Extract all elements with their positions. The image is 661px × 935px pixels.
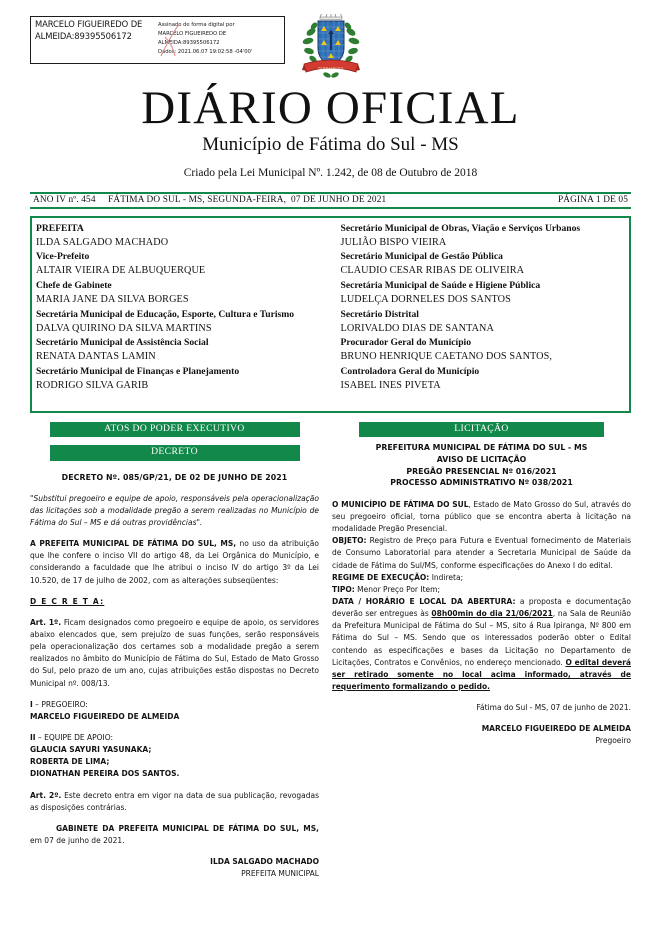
column-divider [319, 422, 332, 890]
signature-holder-name: MARCELO FIGUEIREDO DE ALMEIDA:89395506172 [35, 19, 143, 41]
data-text-2: , na Sala de Reunião da Prefeitura Municipal de Fátima do Sul – MS, sito á Rua Ipiranga, Nº 800 em Fátima do Sul – MS. Sendo que os interessados poderão obter o Edital contendo as especificações e bases da Licitação no Departamento de Licitações, Contratos e Convênios, no endereço mencionado. [332, 609, 631, 667]
official-name: LUDELÇA DORNELES DOS SANTOS [340, 293, 511, 305]
page-subtitle: Município de Fátima do Sul - MS [202, 133, 459, 155]
decree-preamble [30, 538, 319, 587]
decree-ementa: "Substitui pregoeiro e equipe de apoio, responsáveis pela operacionalização das licitações sob a modalidade pregão a serem realizadas no Município de Fátima do Sul – MS e dá outras providências". [30, 493, 319, 527]
signature-detail-line-4: Dados: 2021.06.07 19:02:58 -04'00' [158, 49, 253, 56]
official-name: MARIA JANE DA SILVA BORGES [36, 293, 189, 305]
decree-signer-title: PREFEITA MUNICIPAL [241, 869, 319, 879]
tipo-text: Menor Preço Por Item; [354, 584, 440, 594]
licitacao-heading [332, 442, 631, 489]
official-name: DALVA QUIRINO DA SILVA MARTINS [36, 322, 212, 334]
item-equipe-label: II – EQUIPE DE APOIO: [30, 732, 114, 742]
licitacao-data-local [332, 596, 631, 693]
data-text-1: a proposta e documentação deverão ser entregues às [332, 597, 631, 619]
licitacao-signer-name: MARCELO FIGUEIREDO DE ALMEIDA [481, 724, 631, 734]
preamble-bold: A PREFEITA MUNICIPAL DE FÁTIMA DO SUL, MS, [30, 539, 237, 549]
art2-label: Art. 2º. [30, 790, 62, 800]
page-title: DIÁRIO OFICIAL [141, 82, 520, 134]
edital-underlined: O edital deverá ser retirado somente no local acima informado, através de requerimento formalizando o pedido. [332, 657, 631, 692]
official-role: Controladora Geral do Município [340, 366, 480, 378]
licitacao-place-date: Fátima do Sul - MS, 07 de junho de 2021. [476, 703, 631, 713]
official-name: RODRIGO SILVA GARIB [36, 379, 149, 391]
official-name: ISABEL INES PIVETA [340, 379, 441, 391]
licitacao-signer-title: Pregoeiro [595, 736, 631, 746]
equipe-name: DIONATHAN PEREIRA DOS SANTOS. [30, 769, 180, 779]
official-name: ALTAIR VIEIRA DE ALBUQUERQUE [36, 265, 206, 277]
equipe-names [30, 744, 319, 780]
column-atos-executivo [30, 422, 319, 890]
official-role: Secretária Municipal de Saúde e Higiene Pública [340, 279, 541, 291]
official-name: CLAUDIO CESAR RIBAS DE OLIVEIRA [340, 265, 525, 277]
signature-detail-line-3: ALMEIDA:89395506172 [158, 40, 220, 47]
data-label: DATA / HORÁRIO E LOCAL DA ABERTURA: [332, 597, 516, 607]
objeto-label: OBJETO: [332, 536, 367, 546]
decree-article-1 [30, 617, 319, 690]
official-role: Secretário Municipal de Assistência Social [36, 337, 209, 349]
licitacao-tipo [332, 584, 631, 596]
decree-signer-name: ILDA SALGADO MACHADO [210, 857, 319, 867]
section-header-decreto: DECRETO [50, 445, 300, 461]
official-role: PREFEITA [36, 222, 84, 234]
objeto-text: Registro de Preço para Futura e Eventual fornecimento de Materiais de Consumo Laboratorial para atender a Secretaria Municipal de Saúde da cidade de Fátima do Sul/MS, conforme especificações do Anexo I do edital. [332, 536, 631, 570]
preamble-rest: no uso da atribuição que lhe confere o inciso VII do artigo 48, da Lei Orgânica do Município, e considerando a faculdade que lhe atribui o inciso IV do artigo 3º da Lei 10.520, de 17 de julho de 2002, com as alterações subseqüentes: [30, 539, 319, 585]
equipe-name: ROBERTA DE LIMA; [30, 757, 110, 767]
officials-column-left [36, 222, 331, 406]
regime-text: Indireta; [429, 572, 464, 582]
official-role: Secretário Municipal de Finanças e Planejamento [36, 366, 240, 378]
official-role: Vice-Prefeito [36, 251, 90, 263]
item-pregoeiro-name: MARCELO FIGUEIREDO DE ALMEIDA [30, 711, 180, 721]
content-columns [30, 422, 631, 890]
signature-detail-line-1: Assinado de forma digital por [158, 22, 235, 28]
official-role: Chefe de Gabinete [36, 279, 112, 291]
art1-label: Art. 1º. [30, 617, 62, 627]
official-name: RENATA DANTAS LAMIN [36, 351, 156, 363]
official-role: Secretária Municipal de Educação, Esporte, Cultura e Turismo [36, 308, 295, 320]
licitacao-objeto [332, 535, 631, 571]
official-name: LORIVALDO DIAS DE SANTANA [340, 322, 494, 334]
regime-label: REGIME DE EXECUÇÃO: [332, 572, 430, 582]
official-name: BRUNO HENRIQUE CAETANO DOS SANTOS, [340, 351, 553, 363]
decree-gabinete [30, 823, 319, 847]
official-role: Procurador Geral do Município [340, 337, 471, 349]
column-licitacao [332, 422, 631, 890]
decree-article-2 [30, 790, 319, 814]
equipe-name: GLAUCIA SAYURI YASUNAKA; [30, 745, 152, 755]
municipal-coat-of-arms-icon [300, 14, 362, 82]
licitacao-head-line-2: AVISO DE LICITAÇÃO [436, 454, 527, 464]
licitacao-intro [332, 499, 631, 535]
official-name: ILDA SALGADO MACHADO [36, 236, 169, 248]
page-number: PÁGINA 1 DE 05 [557, 195, 628, 206]
intro-rest: , Estado de Mato Grosso do Sul, através do seu pregoeiro oficial, torna público que se encontra aberta à licitação na modalidade Pregão Presencial. [332, 499, 632, 534]
art2-text: Este decreto entra em vigor na data de sua publicação, revogadas as disposições contrárias. [30, 790, 319, 812]
official-name: JULIÃO BISPO VIEIRA [340, 236, 447, 248]
decree-title: DECRETO Nº. 085/GP/21, DE 02 DE JUNHO DE 2021 [61, 472, 288, 482]
decree-body [30, 493, 319, 881]
official-role: Secretário Distrital [340, 308, 419, 320]
edition-bar [30, 192, 631, 209]
intro-bold: O MUNICÍPIO DE FÁTIMA DO SUL [332, 499, 469, 509]
digital-signature-stamp [30, 16, 285, 64]
official-role: Secretário Municipal de Obras, Viação e Serviços Urbanos [340, 222, 581, 234]
officials-box [30, 216, 631, 413]
section-header-atos: ATOS DO PODER EXECUTIVO [50, 422, 300, 438]
signature-detail-line-2: MARCELO FIGUEIREDO DE [158, 31, 227, 38]
tipo-label: TIPO: [332, 584, 355, 594]
licitacao-regime [332, 572, 631, 584]
svg-text:FATIMA DO SUL: FATIMA DO SUL [317, 66, 344, 70]
licitacao-head-line-4: PROCESSO ADMINISTRATIVO Nº 038/2021 [390, 478, 573, 488]
item-pregoeiro-label: I – PREGOEIRO: [30, 699, 88, 709]
section-header-licitacao: LICITAÇÃO [359, 422, 604, 438]
art1-text: Ficam designados como pregoeiro e equipe de apoio, os servidores abaixo elencados que, sem prejuízo de suas funções, serão responsáveis pela operacionalização dos certames sob a modalidade pregão a serem realizados no âmbito do Município de Fátima do Sul, Estado de Mato Grosso do Sul, pelo prazo de um ano, cujas atribuições estão dispostas no Decreto Municipal nº. 008/13. [30, 617, 319, 688]
signature-details [153, 17, 284, 63]
licitacao-head-line-3: PREGÃO PRESENCIAL Nº 016/2021 [406, 466, 557, 476]
creation-law-text: Criado pela Lei Municipal Nº. 1.242, de 08 de Outubro de 2018 [183, 166, 478, 179]
data-underlined: 08h00min do dia 21/06/2021 [431, 609, 553, 619]
officials-column-right [331, 222, 626, 406]
official-role: Secretário Municipal de Gestão Pública [340, 251, 503, 263]
gabinete-rest: em 07 de junho de 2021. [30, 835, 125, 845]
licitacao-head-line-1: PREFEITURA MUNICIPAL DE FÁTIMA DO SUL - MS [375, 443, 588, 453]
gabinete-bold: GABINETE DA PREFEITA MUNICIPAL DE FÁTIMA DO SUL, MS, [56, 823, 319, 833]
licitacao-body [332, 499, 631, 748]
decreta-label: D E C R E T A: [30, 596, 105, 606]
edition-info: ANO IV nº. 454 FÁTIMA DO SUL - MS, SEGUNDA-FEIRA, 07 DE JUNHO DE 2021 [33, 195, 387, 206]
